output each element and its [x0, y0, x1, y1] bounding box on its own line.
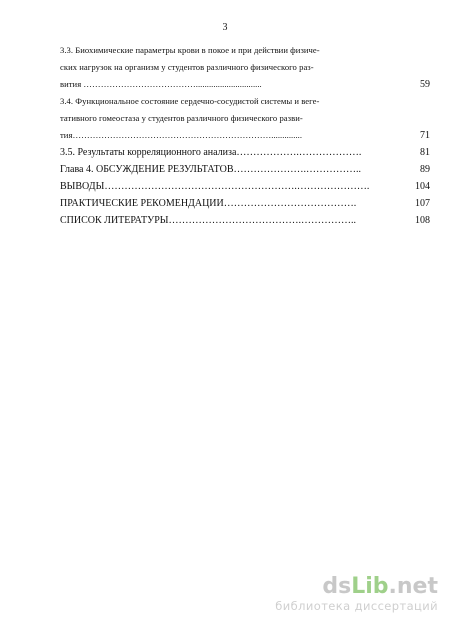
toc-entry-recommendations [60, 195, 432, 212]
toc-entry-conclusions-title: ВЫВОДЫ………………………………………………….…………………. [60, 181, 370, 192]
watermark-ds: ds [322, 574, 352, 599]
toc-entry-3-3 [60, 42, 432, 93]
toc-entry-conclusions-page: 104 [415, 181, 430, 192]
toc-entry-recommendations-title: ПРАКТИЧЕСКИЕ РЕКОМЕНДАЦИИ…………………………………. [60, 198, 357, 209]
toc-entry-recommendations-page: 107 [415, 198, 430, 209]
toc-entry-chapter-4-page: 89 [420, 164, 430, 175]
toc-entry-3-3-page: 59 [420, 79, 430, 90]
watermark-title [275, 575, 438, 599]
toc-entry-references-page: 108 [415, 215, 430, 226]
toc-entry-3-4 [60, 93, 432, 144]
toc-entry-chapter-4 [60, 161, 432, 178]
toc-entry-3-5 [60, 144, 432, 161]
toc-entry-3-3-line-3: вития ………………………………….............................. [60, 79, 262, 89]
toc-entry-3-3-line-1: 3.3. Биохимические параметры крови в покое и при действии физиче- [60, 45, 320, 55]
toc-entry-references-title: СПИСОК ЛИТЕРАТУРЫ………………………………….…………….. [60, 215, 356, 226]
toc-entry-3-4-line-1: 3.4. Функциональное состояние сердечно-сосудистой системы и веге- [60, 96, 320, 106]
toc-entry-references [60, 212, 432, 229]
toc-entry-conclusions [60, 178, 432, 195]
toc-entry-3-4-line-2: тативного гомеостаза у студентов различного физического разви- [60, 113, 303, 123]
toc-entry-3-4-line-3: тия…………………………………………………………….............. [60, 130, 303, 140]
watermark-lib: Lib [351, 574, 389, 599]
table-of-contents [60, 42, 432, 229]
toc-entry-3-3-line-2: ских нагрузок на организм у студентов различного физического раз- [60, 62, 314, 72]
watermark-subtitle: библиотека диссертаций [275, 599, 438, 613]
page-number: 3 [222, 22, 228, 33]
toc-entry-3-4-page: 71 [420, 130, 430, 141]
toc-entry-3-5-title: 3.5. Результаты корреляционного анализа……………….………………. [60, 147, 362, 158]
toc-entry-3-5-page: 81 [420, 147, 430, 158]
watermark-logo [275, 575, 438, 613]
watermark-net: .net [388, 574, 438, 599]
toc-entry-chapter-4-title: Глава 4. ОБСУЖДЕНИЕ РЕЗУЛЬТАТОВ………………….…………….. [60, 164, 362, 175]
